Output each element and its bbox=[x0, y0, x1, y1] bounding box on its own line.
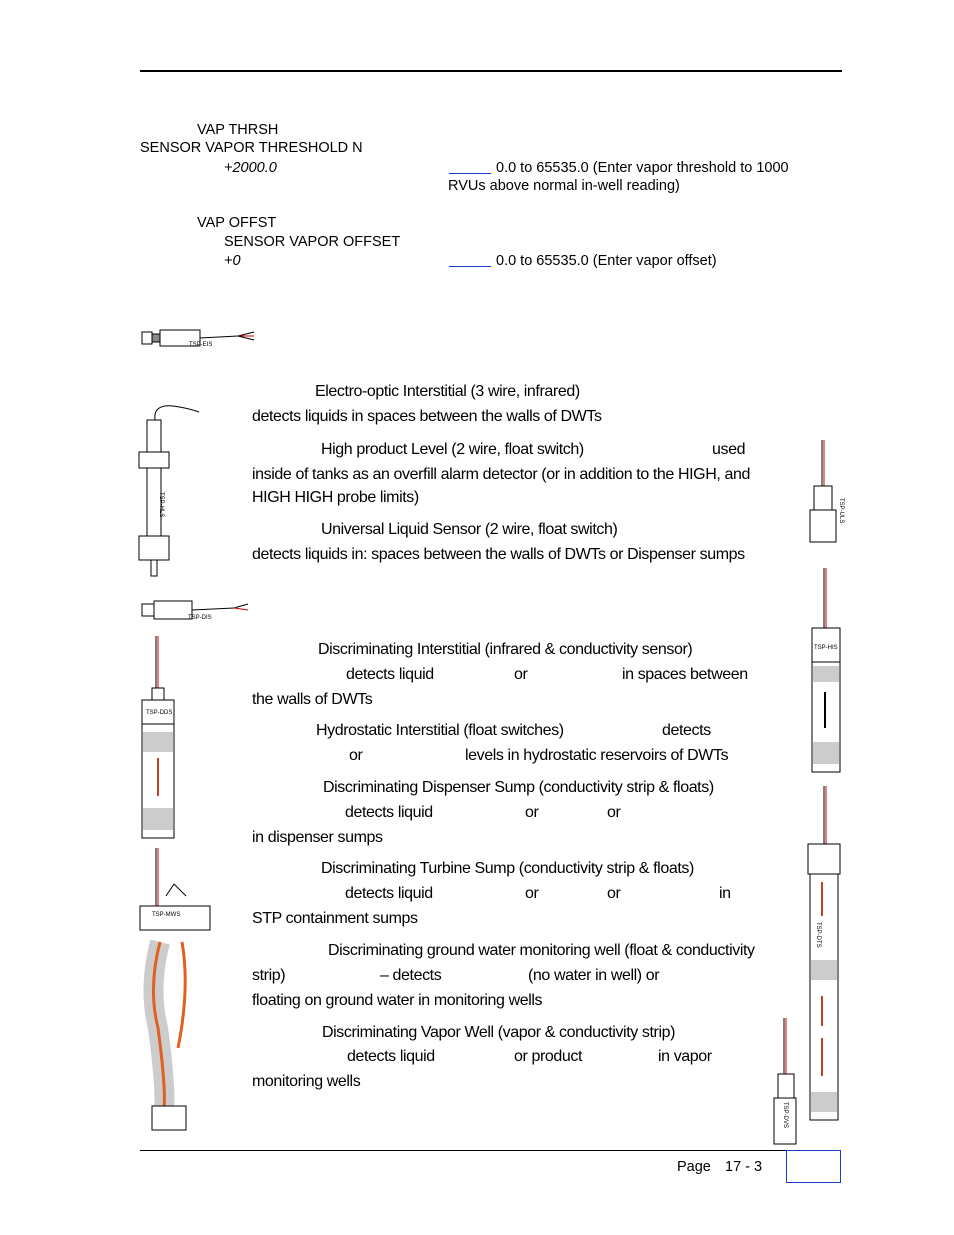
tsp-dis-tag: TSP-DIS bbox=[188, 615, 212, 621]
dts-in: in bbox=[719, 885, 731, 902]
dts-detects: detects liquid bbox=[345, 885, 433, 902]
tsp-dds-sensor-image bbox=[140, 636, 176, 840]
hls-used: used bbox=[712, 441, 746, 458]
dis-walls: the walls of DWTs bbox=[252, 691, 373, 708]
dds-title: Discriminating Dispenser Sump (conductivity strip & floats) bbox=[323, 779, 714, 796]
dis-detects: detects liquid bbox=[346, 666, 434, 683]
his-levels: levels in hydrostatic reservoirs of DWTs bbox=[465, 747, 729, 764]
uls-title: Universal Liquid Sensor (2 wire, float switch) bbox=[321, 521, 618, 538]
mws-strip: strip) bbox=[252, 967, 286, 984]
bottom-rule bbox=[140, 1150, 786, 1151]
hls-title: High product Level (2 wire, float switch) bbox=[321, 441, 584, 458]
mws-nowater: (no water in well) or bbox=[528, 967, 660, 984]
page-label: Page bbox=[677, 1159, 711, 1175]
dds-or-2: or bbox=[607, 804, 621, 821]
dds-or-1: or bbox=[525, 804, 539, 821]
dvs-title: Discriminating Vapor Well (vapor & conductivity strip) bbox=[322, 1024, 676, 1041]
vap-offst-range: 0.0 to 65535.0 (Enter vapor offset) bbox=[496, 253, 717, 269]
tsp-dts-sensor-image bbox=[804, 786, 844, 1122]
tsp-mws-sensor-image bbox=[138, 848, 214, 1138]
vap-thrsh-code: VAP THRSH bbox=[197, 122, 279, 138]
vap-offst-entry-blank bbox=[449, 266, 491, 267]
tsp-uls-tag: TSP-ULS bbox=[838, 498, 844, 524]
dis-spaces: in spaces between bbox=[622, 666, 748, 683]
vap-offst-label: SENSOR VAPOR OFFSET bbox=[224, 234, 401, 250]
tsp-hls-tag: TSP-HLS bbox=[158, 492, 164, 518]
dvs-invapor: in vapor bbox=[658, 1048, 712, 1065]
tsp-dvs-tag: TSP-DVS bbox=[782, 1102, 788, 1129]
dvs-or-product: or product bbox=[514, 1048, 583, 1065]
dvs-detects: detects liquid bbox=[347, 1048, 435, 1065]
dds-sumps: in dispenser sumps bbox=[252, 829, 383, 846]
dts-or-2: or bbox=[607, 885, 621, 902]
hls-desc-2: HIGH HIGH probe limits) bbox=[252, 489, 419, 506]
tsp-eis-sensor-image bbox=[138, 324, 258, 354]
tsp-dds-tag: TSP-DDS bbox=[146, 710, 173, 716]
dis-or: or bbox=[514, 666, 528, 683]
dts-sumps: STP containment sumps bbox=[252, 910, 418, 927]
page-number: 17 - 3 bbox=[725, 1159, 763, 1175]
dts-or-1: or bbox=[525, 885, 539, 902]
hls-desc-1: inside of tanks as an overfill alarm detector (or in addition to the HIGH, and bbox=[252, 466, 750, 483]
mws-floating: floating on ground water in monitoring wells bbox=[252, 992, 543, 1009]
uls-desc: detects liquids in: spaces between the walls of DWTs or Dispenser sumps bbox=[252, 546, 745, 563]
tsp-eis-tag: TSP-EIS bbox=[189, 342, 213, 348]
vap-offst-default: +0 bbox=[224, 253, 241, 269]
vap-offst-code: VAP OFFST bbox=[197, 215, 277, 231]
vap-thrsh-range-2: RVUs above normal in-well reading) bbox=[448, 178, 680, 194]
eis-title: Electro-optic Interstitial (3 wire, infrared) bbox=[315, 383, 580, 400]
vap-thrsh-default: +2000.0 bbox=[224, 160, 277, 176]
mws-title: Discriminating ground water monitoring well (float & conductivity bbox=[328, 942, 755, 959]
dvs-wells: monitoring wells bbox=[252, 1073, 361, 1090]
vap-thrsh-label: SENSOR VAPOR THRESHOLD N bbox=[140, 140, 363, 156]
vap-thrsh-entry-blank bbox=[449, 173, 491, 174]
dis-title: Discriminating Interstitial (infrared & conductivity sensor) bbox=[318, 641, 693, 658]
mws-detects: – detects bbox=[380, 967, 442, 984]
his-or: or bbox=[349, 747, 363, 764]
tsp-his-sensor-image bbox=[808, 568, 844, 774]
his-title: Hydrostatic Interstitial (float switches) bbox=[316, 722, 564, 739]
top-rule bbox=[140, 70, 842, 72]
tsp-mws-tag: TSP-MWS bbox=[152, 912, 181, 918]
eis-desc: detects liquids in spaces between the walls of DWTs bbox=[252, 408, 602, 425]
dts-title: Discriminating Turbine Sump (conductivity strip & floats) bbox=[321, 860, 694, 877]
page-box bbox=[786, 1150, 841, 1183]
tsp-uls-sensor-image bbox=[806, 438, 846, 546]
tsp-dts-tag: TSP-DTS bbox=[815, 922, 821, 948]
dds-detects: detects liquid bbox=[345, 804, 433, 821]
his-detects: detects bbox=[662, 722, 711, 739]
tsp-his-tag: TSP-HIS bbox=[814, 645, 838, 651]
tsp-hls-sensor-image bbox=[133, 400, 203, 580]
vap-thrsh-range-1: 0.0 to 65535.0 (Enter vapor threshold to 1000 bbox=[496, 160, 789, 176]
